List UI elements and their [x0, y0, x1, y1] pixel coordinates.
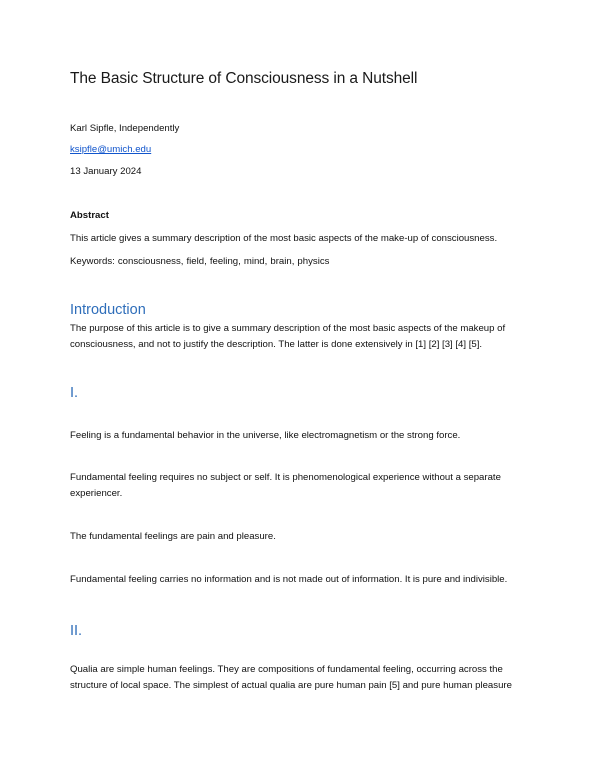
abstract-heading: Abstract: [70, 210, 109, 221]
keywords: Keywords: consciousness, field, feeling, mind, brain, physics: [70, 256, 330, 267]
section-one-paragraph-2: Fundamental feeling requires no subject or self. It is phenomenological experience without a separate experiencer.: [70, 472, 501, 499]
section-one-paragraph-1: Feeling is a fundamental behavior in the universe, like electromagnetism or the strong force.: [70, 430, 461, 441]
author-line: Karl Sipfle, Independently: [70, 123, 180, 134]
section-heading-two: II.: [70, 623, 83, 639]
section-two-paragraph-1: Qualia are simple human feelings. They are compositions of fundamental feeling, occurring across the structure of local space. The simplest of actual qualia are pure human pain [5] and pure human pleasure: [70, 664, 512, 691]
introduction-paragraph: The purpose of this article is to give a summary description of the most basic aspects of the makeup of consciousness, and not to justify the description. The latter is done extensively in [1] [2] [3] [4] [5].: [70, 323, 506, 350]
section-heading-introduction: Introduction: [70, 302, 146, 318]
author-email-link[interactable]: ksipfle@umich.edu: [70, 144, 152, 155]
section-heading-one: I.: [70, 385, 79, 401]
paper-title: The Basic Structure of Consciousness in a Nutshell: [70, 70, 418, 87]
publication-date: 13 January 2024: [70, 166, 142, 177]
section-one-paragraph-4: Fundamental feeling carries no information and is not made out of information. It is pure and indivisible.: [70, 574, 508, 585]
section-one-paragraph-3: The fundamental feelings are pain and pleasure.: [70, 531, 276, 542]
abstract-text: This article gives a summary description of the most basic aspects of the make-up of consciousness.: [70, 233, 498, 244]
